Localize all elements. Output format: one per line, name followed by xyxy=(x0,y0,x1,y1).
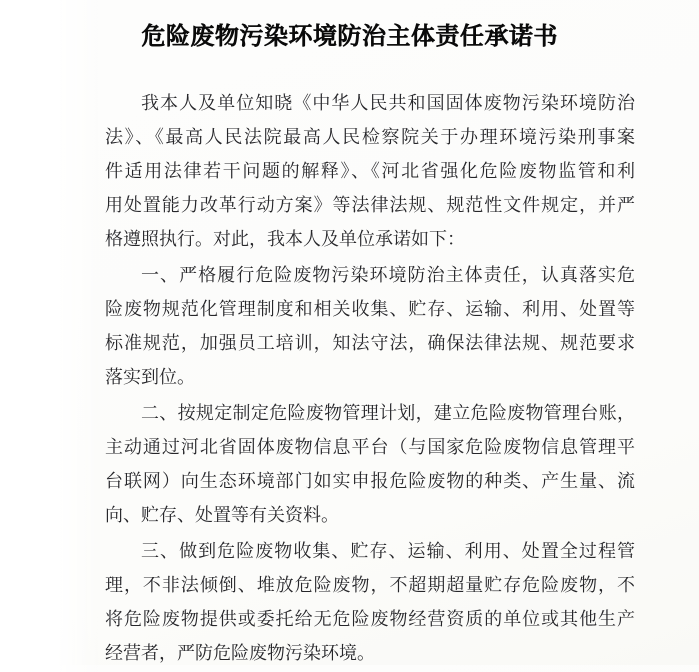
text-line: 将危险废物提供或委托给无危险废物经营资质的单位或其他生产 xyxy=(105,602,635,636)
text-line: 件适用法律若干问题的解释》、《河北省强化危险废物监管和利 xyxy=(105,154,635,188)
document-body xyxy=(105,86,635,672)
text-line: 一、严格履行危险废物污染环境防治主体责任，认真落实危 xyxy=(105,258,635,292)
document-title: 危险废物污染环境防治主体责任承诺书 xyxy=(0,20,699,54)
text-line: 格遵照执行。对此，我本人及单位承诺如下： xyxy=(105,222,635,256)
text-line: 主动通过河北省固体废物信息平台（与国家危险废物信息管理平 xyxy=(105,430,635,464)
text-line: 二、按规定制定危险废物管理计划，建立危险废物管理台账， xyxy=(105,396,635,430)
text-line: 用处置能力改革行动方案》等法律法规、规范性文件规定，并严 xyxy=(105,188,635,222)
text-line: 经营者，严防危险废物污染环境。 xyxy=(105,636,635,670)
text-line: 三、做到危险废物收集、贮存、运输、利用、处置全过程管 xyxy=(105,534,635,568)
text-line: 向、贮存、处置等有关资料。 xyxy=(105,498,635,532)
paragraph xyxy=(105,258,635,394)
text-line: 标准规范，加强员工培训，知法守法，确保法律法规、规范要求 xyxy=(105,326,635,360)
paragraph xyxy=(105,86,635,256)
text-line: 险废物规范化管理制度和相关收集、贮存、运输、利用、处置等 xyxy=(105,292,635,326)
text-line: 落实到位。 xyxy=(105,360,635,394)
text-line: 我本人及单位知晓《中华人民共和国固体废物污染环境防治 xyxy=(105,86,635,120)
paragraph xyxy=(105,534,635,670)
paragraph xyxy=(105,396,635,532)
text-line: 理，不非法倾倒、堆放危险废物，不超期超量贮存危险废物，不 xyxy=(105,568,635,602)
text-line: 台联网）向生态环境部门如实申报危险废物的种类、产生量、流 xyxy=(105,464,635,498)
text-line: 法》、《最高人民法院最高人民检察院关于办理环境污染刑事案 xyxy=(105,120,635,154)
